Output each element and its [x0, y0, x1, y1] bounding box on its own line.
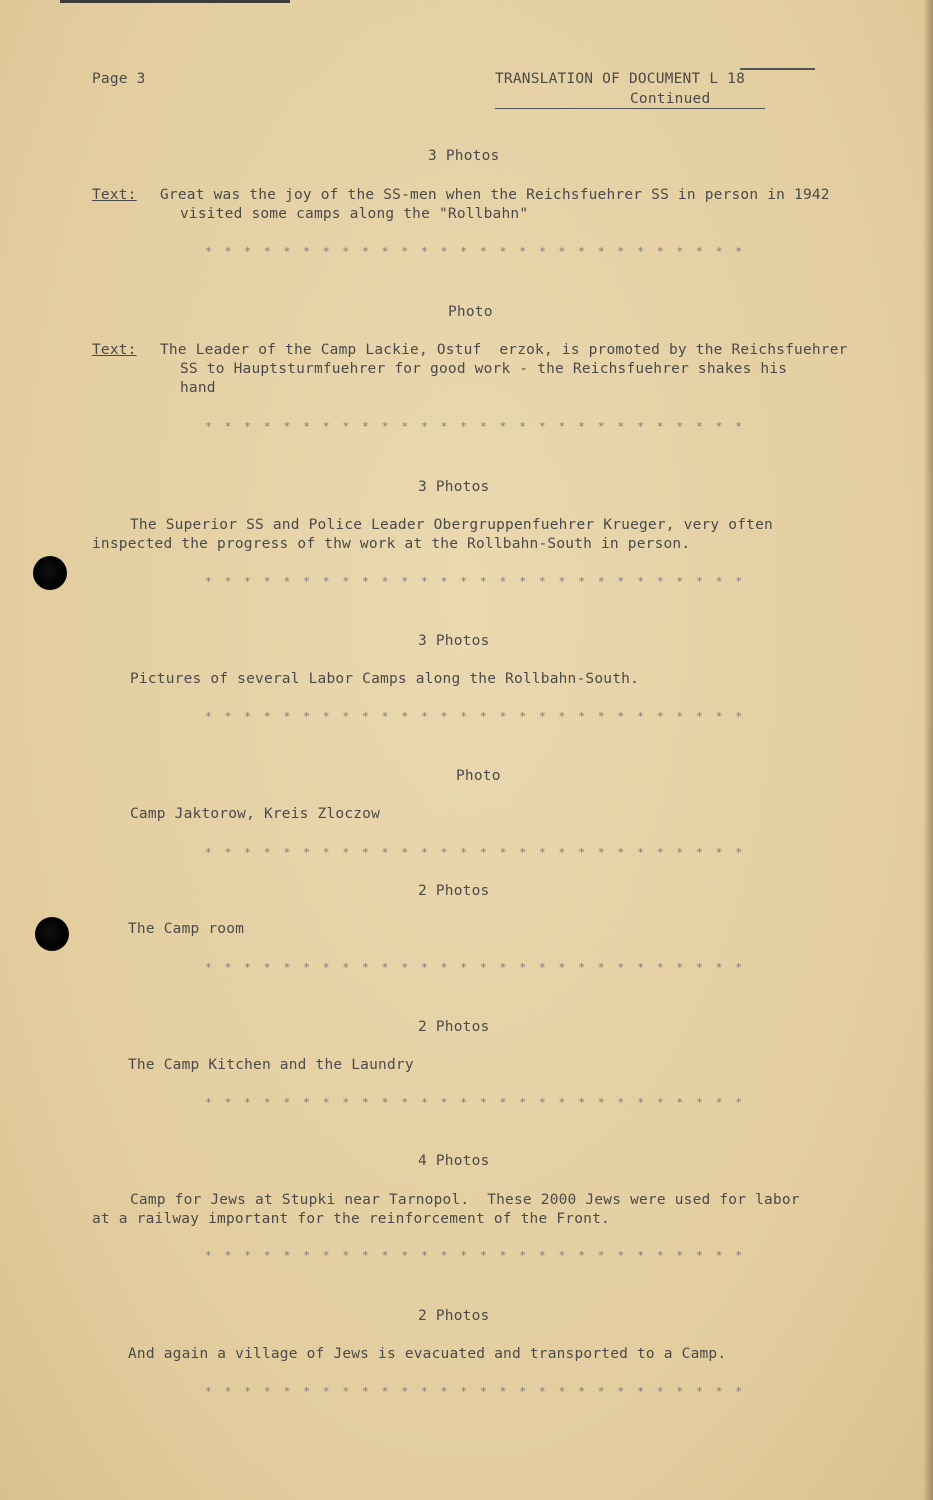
paragraph-line: visited some camps along the "Rollbahn": [180, 206, 529, 222]
separator-stars: * * * * * * * * * * * * * * * * * * * * * * * * * * * *: [205, 846, 746, 859]
section-heading: Photo: [456, 768, 501, 784]
paragraph-line: And again a village of Jews is evacuated and transported to a Camp.: [128, 1346, 727, 1362]
separator-stars: * * * * * * * * * * * * * * * * * * * * * * * * * * * *: [205, 710, 746, 723]
paragraph-line: at a railway important for the reinforcement of the Front.: [92, 1211, 610, 1227]
paragraph-line: inspected the progress of thw work at the Rollbahn-South in person.: [92, 536, 691, 552]
paragraph-line: hand: [180, 380, 216, 396]
punch-hole: [35, 917, 69, 951]
separator-stars: * * * * * * * * * * * * * * * * * * * * * * * * * * * *: [205, 961, 746, 974]
section-heading: 2 Photos: [418, 1308, 490, 1324]
document-title: TRANSLATION OF DOCUMENT L 18: [495, 71, 746, 87]
page-edge-shadow: [923, 0, 933, 1500]
paragraph-line: The Camp Kitchen and the Laundry: [128, 1057, 414, 1073]
page-number: Page 3: [92, 71, 146, 87]
paragraph-line: The Camp room: [128, 921, 245, 937]
separator-stars: * * * * * * * * * * * * * * * * * * * * * * * * * * * *: [205, 575, 746, 588]
separator-stars: * * * * * * * * * * * * * * * * * * * * * * * * * * * *: [205, 1385, 746, 1398]
section-heading: 2 Photos: [418, 1019, 490, 1035]
section-heading: 2 Photos: [418, 883, 490, 899]
section-heading: Photo: [448, 304, 493, 320]
continued-label: Continued: [630, 91, 711, 107]
paragraph-line: Camp Jaktorow, Kreis Zloczow: [130, 806, 381, 822]
separator-stars: * * * * * * * * * * * * * * * * * * * * * * * * * * * *: [205, 1096, 746, 1109]
paragraph-line: The Leader of the Camp Lackie, Ostuf erzok, is promoted by the Reichsfuehrer: [160, 342, 848, 358]
separator-stars: * * * * * * * * * * * * * * * * * * * * * * * * * * * *: [205, 245, 746, 258]
section-heading: 3 Photos: [418, 633, 490, 649]
text-label: Text:: [92, 342, 137, 358]
separator-stars: * * * * * * * * * * * * * * * * * * * * * * * * * * * *: [205, 1249, 746, 1262]
header-underline: [495, 108, 765, 109]
paragraph-line: The Superior SS and Police Leader Obergruppenfuehrer Krueger, very often: [130, 517, 773, 533]
header-rule-top: [740, 68, 815, 70]
separator-stars: * * * * * * * * * * * * * * * * * * * * * * * * * * * *: [205, 420, 746, 433]
paragraph-line: Great was the joy of the SS-men when the Reichsfuehrer SS in person in 1942: [160, 187, 830, 203]
paragraph-line: SS to Hauptsturmfuehrer for good work - the Reichsfuehrer shakes his: [180, 361, 788, 377]
section-heading: 4 Photos: [418, 1153, 490, 1169]
top-edge-line: [60, 0, 290, 3]
text-label: Text:: [92, 187, 137, 203]
paragraph-line: Pictures of several Labor Camps along the Rollbahn-South.: [130, 671, 639, 687]
paragraph-line: Camp for Jews at Stupki near Tarnopol. These 2000 Jews were used for labor: [130, 1192, 800, 1208]
section-heading: 3 Photos: [428, 148, 500, 164]
punch-hole: [33, 556, 67, 590]
section-heading: 3 Photos: [418, 479, 490, 495]
